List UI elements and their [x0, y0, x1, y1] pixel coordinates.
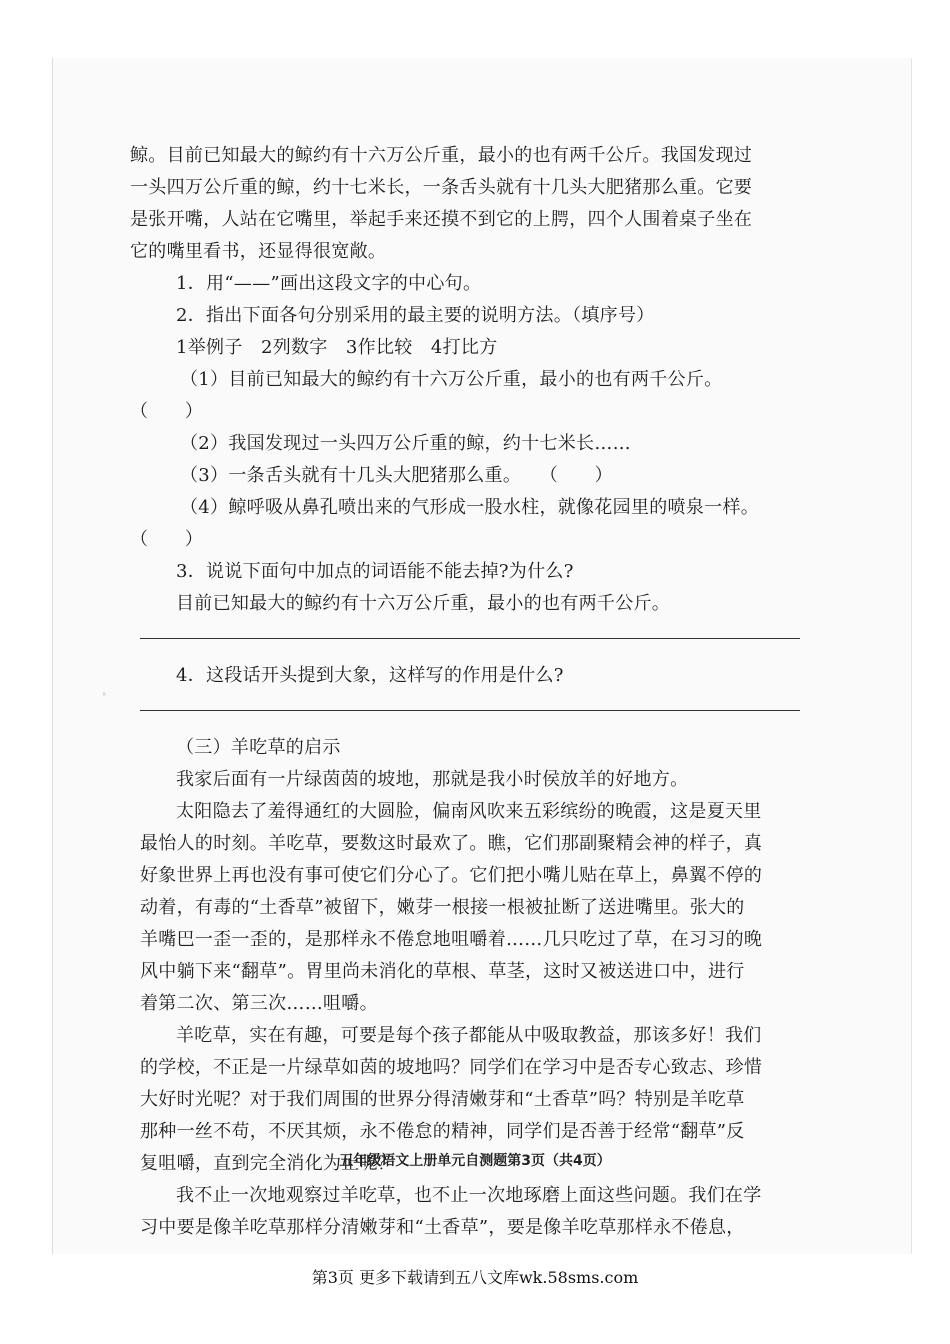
passage-line: 一头四万公斤重的鲸，约十七米长，一条舌头就有十几头大肥猪那么重。它要 — [130, 177, 753, 198]
story-line: 我不止一次地观察过羊吃草，也不止一次地琢磨上面这些问题。我们在学 — [176, 1185, 762, 1206]
story-line: 着第二次、第三次……咀嚼。 — [140, 993, 378, 1014]
answer-line — [140, 692, 800, 732]
question-2-options: 1举例子 2列数字 3作比较 4打比方 — [176, 337, 498, 358]
story-line: 那种一丝不苟，不厌其烦，永不倦怠的精神，同学们是否善于经常“翻草”反 — [140, 1121, 745, 1142]
story-line: 动着，有毒的“土香草”被留下，嫩芽一根接一根被扯断了送进嘴里。张大的 — [140, 897, 745, 918]
bleed-through-mark: · — [100, 680, 109, 710]
story-line: 好象世界上再也没有事可使它们分心了。它们把小嘴儿贴在草上，鼻翼不停的 — [140, 865, 763, 886]
story-line: 太阳隐去了羞得通红的大圆脸，偏南风吹来五彩缤纷的晚霞，这是夏天里 — [176, 801, 762, 822]
story-line: 羊嘴巴一歪一歪的，是那样永不倦怠地咀嚼着……几只吃过了草，在习习的晚 — [140, 929, 763, 950]
question-2-item: （3）一条舌头就有十几头大肥猪那么重。 （ ） — [180, 465, 613, 486]
page-content — [130, 140, 800, 1244]
story-line: 我家后面有一片绿茵茵的坡地，那就是我小时侯放羊的好地方。 — [176, 769, 689, 790]
answer-line — [140, 620, 800, 660]
download-caption: 第3页 更多下载请到五八文库wk.58sms.com — [311, 1268, 639, 1287]
story-line: 复咀嚼，直到完全消化为止呢？ — [140, 1153, 397, 1174]
passage-line: 它的嘴里看书，还显得很宽敞。 — [130, 241, 387, 262]
answer-blank: （ ） — [130, 529, 204, 550]
story-line: 风中躺下来“翻草”。胃里尚未消化的草根、草茎，这时又被送进口中，进行 — [140, 961, 745, 982]
question-3-prompt: 3．说说下面句中加点的词语能不能去掉?为什么? — [176, 561, 574, 582]
question-2-prompt: 2．指出下面各句分别采用的最主要的说明方法。（填序号） — [176, 305, 655, 326]
question-3-sentence: 目前已知最大的鲸约有十六万公斤重，最小的也有两千公斤。 — [176, 593, 671, 614]
answer-blank: （ ） — [130, 401, 204, 422]
passage-line: 是张开嘴，人站在它嘴里，举起手来还摸不到它的上腭，四个人围着桌子坐在 — [130, 209, 753, 230]
question-1: 1．用“——”画出这段文字的中心句。 — [176, 273, 482, 294]
story-line: 大好时光呢？对于我们周围的世界分得清嫩芽和“土香草”吗？特别是羊吃草 — [140, 1089, 745, 1110]
question-2-item: （4）鲸呼吸从鼻孔喷出来的气形成一股水柱，就像花园里的喷泉一样。 — [180, 497, 760, 518]
question-2-item: （2）我国发现过一头四万公斤重的鲸，约十七米长…… — [180, 433, 631, 454]
story-line: 羊吃草，实在有趣，可要是每个孩子都能从中吸取教益，那该多好！我们 — [176, 1025, 762, 1046]
section-title: （三）羊吃草的启示 — [176, 737, 341, 758]
question-4: 4．这段话开头提到大象，这样写的作用是什么? — [176, 665, 564, 686]
question-2-item: （1）目前已知最大的鲸约有十六万公斤重，最小的也有两千公斤。 — [180, 369, 723, 390]
story-line: 最怡人的时刻。羊吃草，要数这时最欢了。瞧，它们那副聚精会神的样子，真 — [140, 833, 763, 854]
story-line: 的学校，不正是一片绿草如茵的坡地吗？同学们在学习中是否专心致志、珍惜 — [140, 1057, 763, 1078]
page-footer: 五年级语文上册单元自测题第3页（共4页） — [339, 1153, 611, 1169]
story-line: 习中要是像羊吃草那样分清嫩芽和“土香草”，要是像羊吃草那样永不倦息， — [140, 1217, 745, 1238]
passage-line: 鲸。目前已知最大的鲸约有十六万公斤重，最小的也有两千公斤。我国发现过 — [130, 145, 753, 166]
